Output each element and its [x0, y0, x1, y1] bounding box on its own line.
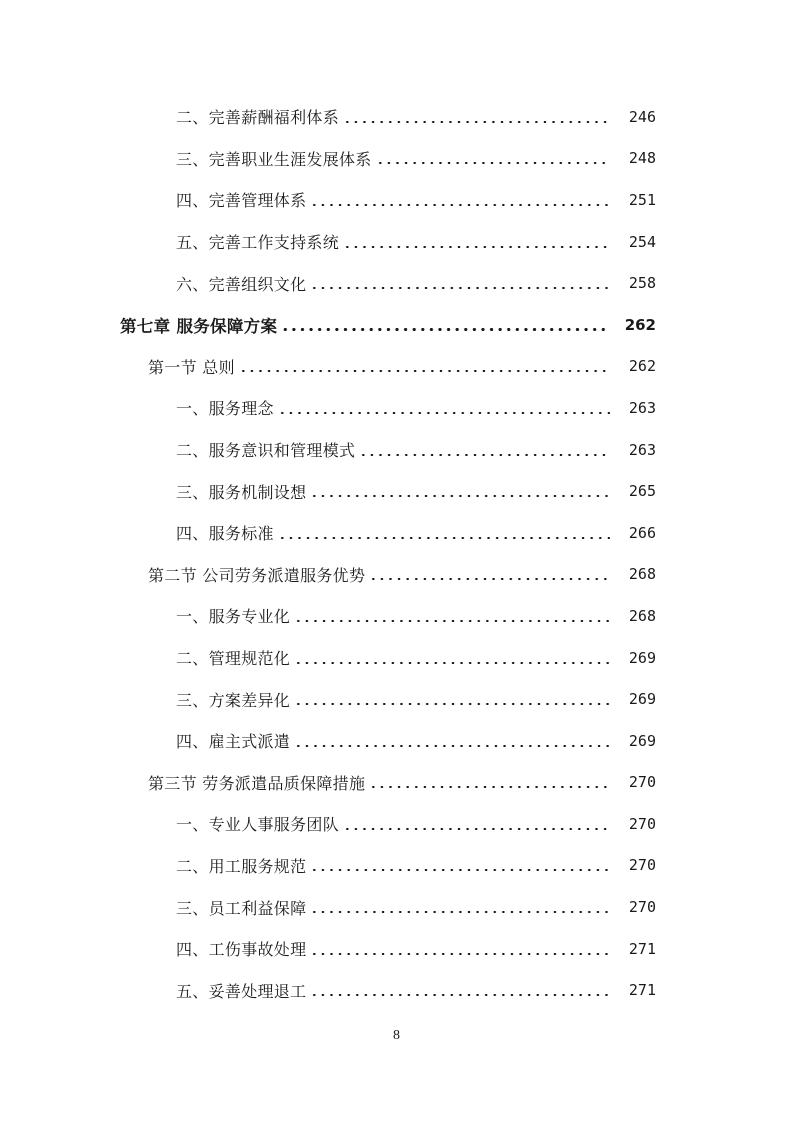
toc-entry-title: 五、妥善处理退工	[176, 981, 307, 1001]
dot-leader	[278, 412, 610, 414]
toc-entry-page: 258	[628, 274, 656, 293]
toc-entry-1[interactable]	[0, 138, 793, 180]
toc-entry-title: 第一节 总则	[148, 357, 235, 377]
toc-entry-title: 第三节 劳务派遣品质保障措施	[148, 773, 366, 793]
toc-entry-page: 248	[628, 149, 656, 168]
toc-entry-page: 270	[628, 773, 656, 792]
toc-entry-10[interactable]	[0, 512, 793, 554]
toc-entry-17[interactable]	[0, 803, 793, 845]
toc-entry-19[interactable]	[0, 886, 793, 928]
toc-entry-5[interactable]	[0, 304, 793, 346]
dot-leader	[310, 869, 610, 871]
toc-entry-21[interactable]	[0, 969, 793, 1011]
dot-leader	[359, 454, 610, 456]
toc-entry-title: 二、服务意识和管理模式	[176, 441, 356, 461]
dot-leader	[369, 786, 610, 788]
toc-entry-15[interactable]	[0, 720, 793, 762]
toc-entry-13[interactable]	[0, 637, 793, 679]
toc-entry-page: 263	[628, 440, 656, 459]
dot-leader	[278, 537, 610, 539]
toc-entry-title: 第二节 公司劳务派遣服务优势	[148, 565, 366, 585]
toc-entry-18[interactable]	[0, 845, 793, 887]
toc-entry-title: 五、完善工作支持系统	[176, 233, 340, 253]
toc-entry-page: 262	[624, 315, 656, 334]
dot-leader	[310, 204, 610, 206]
toc-entry-12[interactable]	[0, 595, 793, 637]
toc-entry-page: 270	[628, 898, 656, 917]
toc-entry-title: 四、雇主式派遣	[176, 732, 291, 752]
dot-leader	[343, 121, 610, 123]
dot-leader	[310, 911, 610, 913]
toc-entry-7[interactable]	[0, 387, 793, 429]
dot-leader	[294, 620, 610, 622]
toc-entry-title: 二、用工服务规范	[176, 856, 307, 876]
toc-entry-page: 263	[628, 398, 656, 417]
toc-entry-page: 269	[628, 648, 656, 667]
toc-entry-title: 四、工伤事故处理	[176, 940, 307, 960]
toc-entry-page: 251	[628, 190, 656, 209]
toc-entry-11[interactable]	[0, 554, 793, 596]
toc-entry-page: 270	[628, 814, 656, 833]
toc-entry-title: 一、专业人事服务团队	[176, 815, 340, 835]
toc-entry-9[interactable]	[0, 470, 793, 512]
toc-entry-title: 三、员工利益保障	[176, 898, 307, 918]
toc-entry-title: 六、完善组织文化	[176, 274, 307, 294]
toc-entry-page: 262	[628, 357, 656, 376]
toc-entry-16[interactable]	[0, 762, 793, 804]
dot-leader	[294, 703, 610, 705]
toc-entry-title: 四、服务标准	[176, 524, 274, 544]
toc-entry-page: 268	[628, 565, 656, 584]
toc-entry-page: 266	[628, 523, 656, 542]
toc-entry-title: 一、服务专业化	[176, 607, 291, 627]
toc-entry-4[interactable]	[0, 262, 793, 304]
toc-entry-title: 三、服务机制设想	[176, 482, 307, 502]
toc-entry-title: 二、完善薪酬福利体系	[176, 108, 340, 128]
toc-entry-title: 二、管理规范化	[176, 649, 291, 669]
dot-leader	[294, 745, 610, 747]
toc-entry-title: 一、服务理念	[176, 399, 274, 419]
dot-leader	[294, 662, 610, 664]
toc-entry-0[interactable]	[0, 96, 793, 138]
dot-leader	[310, 953, 610, 955]
toc-entry-20[interactable]	[0, 928, 793, 970]
page-number: 8	[393, 1028, 400, 1043]
dot-leader	[239, 370, 610, 372]
toc-entry-title: 第七章 服务保障方案	[120, 316, 278, 336]
toc-entry-page: 271	[628, 981, 656, 1000]
toc-entry-2[interactable]	[0, 179, 793, 221]
toc-entry-title: 三、完善职业生涯发展体系	[176, 149, 372, 169]
toc-entry-page: 271	[628, 939, 656, 958]
toc-entry-page: 270	[628, 856, 656, 875]
toc-entry-page: 269	[628, 731, 656, 750]
dot-leader	[343, 246, 610, 248]
dot-leader	[310, 994, 610, 996]
dot-leader	[281, 328, 610, 331]
toc-entry-page: 268	[628, 606, 656, 625]
dot-leader	[310, 495, 610, 497]
table-of-contents	[0, 96, 793, 1011]
toc-entry-title: 四、完善管理体系	[176, 191, 307, 211]
toc-entry-3[interactable]	[0, 221, 793, 263]
toc-entry-page: 246	[628, 107, 656, 126]
toc-entry-6[interactable]	[0, 346, 793, 388]
toc-entry-page: 254	[628, 232, 656, 251]
toc-entry-8[interactable]	[0, 429, 793, 471]
toc-entry-page: 265	[628, 482, 656, 501]
dot-leader	[376, 162, 610, 164]
dot-leader	[310, 287, 610, 289]
toc-entry-14[interactable]	[0, 678, 793, 720]
dot-leader	[343, 828, 610, 830]
toc-entry-title: 三、方案差异化	[176, 690, 291, 710]
dot-leader	[369, 578, 610, 580]
toc-entry-page: 269	[628, 690, 656, 709]
